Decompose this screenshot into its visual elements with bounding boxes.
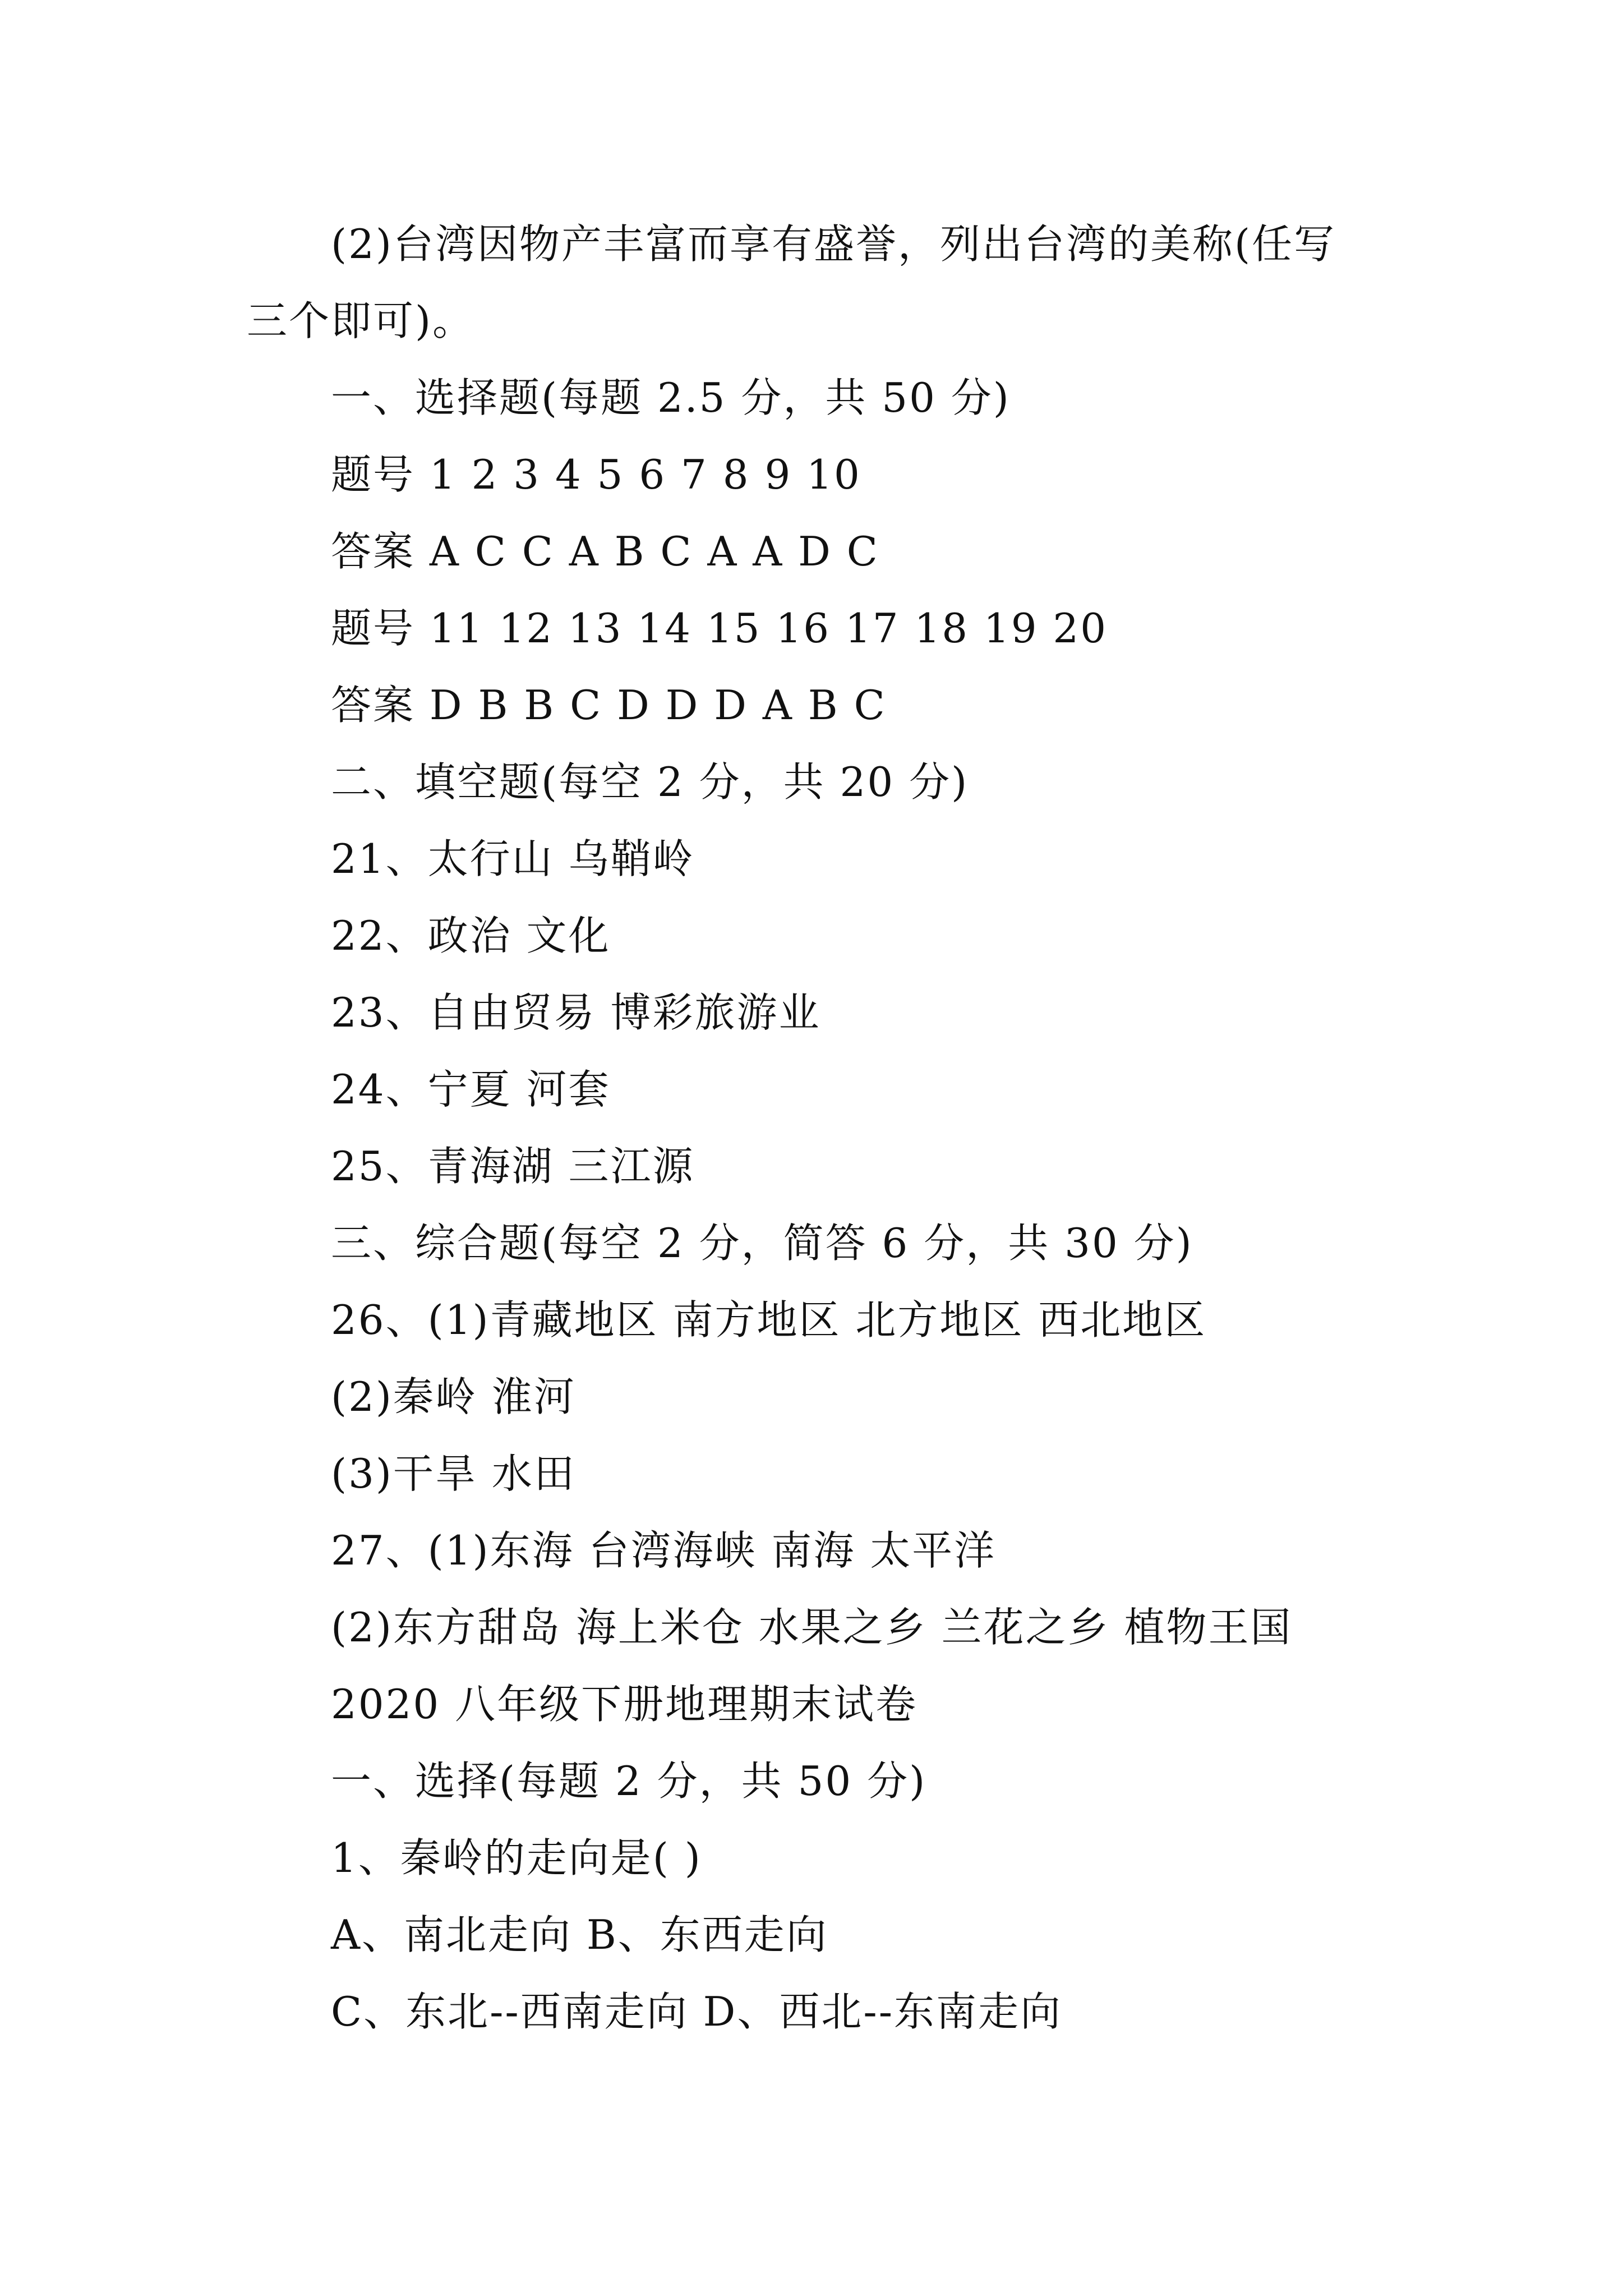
- text-line: 答案 D B B C D D D A B C: [331, 682, 887, 729]
- question-options: A、南北走向 B、东西走向: [331, 1911, 828, 1958]
- text-line: 23、自由贸易 博彩旅游业: [331, 989, 821, 1036]
- text-line: 三个即可)。: [247, 297, 475, 344]
- text-line: 26、(1)青藏地区 南方地区 北方地区 西北地区: [331, 1296, 1207, 1343]
- question-text: 1、秦岭的走向是( ): [331, 1834, 702, 1881]
- text-line: 题号 1 2 3 4 5 6 7 8 9 10: [331, 451, 861, 498]
- section-heading: 一、选择(每题 2 分，共 50 分): [331, 1757, 927, 1805]
- document-title: 2020 八年级下册地理期末试卷: [331, 1681, 918, 1728]
- text-line: 答案 A C C A B C A A D C: [331, 528, 879, 575]
- text-line: (3)干旱 水田: [331, 1450, 576, 1497]
- text-line: (2)东方甜岛 海上米仓 水果之乡 兰花之乡 植物王国: [331, 1604, 1293, 1651]
- text-line: 25、青海湖 三江源: [331, 1143, 695, 1190]
- text-line: (2)秦岭 淮河: [331, 1373, 576, 1420]
- text-line: 24、宁夏 河套: [331, 1066, 611, 1113]
- text-line: 题号 11 12 13 14 15 16 17 18 19 20: [331, 605, 1108, 652]
- text-line: 21、太行山 乌鞘岭: [331, 835, 695, 882]
- section-heading: 二、填空题(每空 2 分，共 20 分): [331, 758, 969, 806]
- section-heading: 三、综合题(每空 2 分，简答 6 分，共 30 分): [331, 1220, 1193, 1267]
- text-line: (2)台湾因物产丰富而享有盛誉，列出台湾的美称(任写: [331, 220, 1336, 268]
- text-line: 22、政治 文化: [331, 912, 611, 959]
- text-line: 27、(1)东海 台湾海峡 南海 太平洋: [331, 1527, 997, 1574]
- section-heading: 一、选择题(每题 2.5 分，共 50 分): [331, 374, 1011, 421]
- question-options: C、东北--西南走向 D、西北--东南走向: [331, 1988, 1063, 2035]
